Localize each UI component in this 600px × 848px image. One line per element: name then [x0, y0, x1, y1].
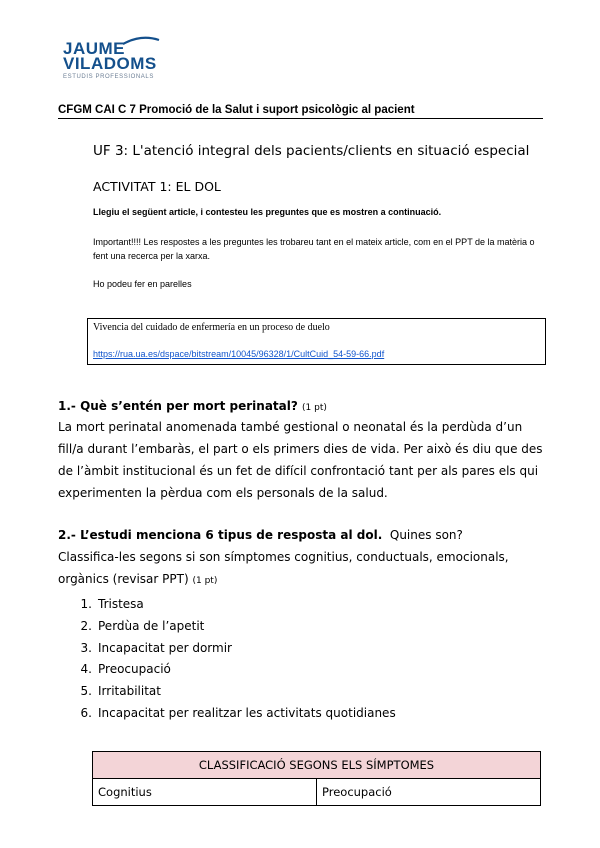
response-list [70, 594, 396, 725]
reference-box [87, 318, 546, 365]
list-item-label: Incapacitat per realitzar les activitats quotidianes [98, 705, 396, 720]
list-item [70, 594, 396, 616]
logo-text-line2: VILADOMS [63, 54, 157, 73]
question-2-subtitle: Quines son? [382, 528, 463, 542]
list-item [70, 681, 396, 703]
list-item-label: Perdùa de l’apetit [98, 618, 205, 633]
list-item [70, 703, 396, 725]
list-item [70, 616, 396, 638]
activity-title: ACTIVITAT 1: EL DOL [93, 179, 221, 194]
table-cell-symptom: Preocupació [317, 779, 541, 806]
list-item-label: Preocupació [98, 662, 171, 677]
list-item-number: 1. [80, 597, 92, 611]
pairs-note: Ho podeu fer en parelles [93, 279, 192, 289]
list-item-label: Tristesa [98, 597, 144, 611]
list-item [70, 638, 396, 660]
classification-table [92, 751, 541, 806]
logo-swoosh-icon [121, 36, 161, 46]
list-item-label: Incapacitat per dormir [98, 640, 232, 655]
reference-link[interactable]: https://rua.ua.es/dspace/bitstream/10045/96328/1/CultCuid_54-59-66.pdf [93, 349, 385, 359]
logo-text-line3: ESTUDIS PROFESSIONALS [63, 74, 154, 80]
question-2-text [58, 546, 548, 592]
question-1-points: (1 pt) [302, 403, 327, 413]
list-item-number: 6. [80, 705, 92, 720]
question-2-points: (1 pt) [192, 576, 218, 586]
question-1-answer: La mort perinatal anomenada també gestional o neonatal és la perdùda d’un fill/a durant l’embaràs, el part o els primers dies de vida. Per això és diu que des de l’àmbit institucional és un fet de difícil confrontació tant per als pares els qui experimenten la pèrdua com els personals de la salud. [58, 420, 543, 500]
important-note: Important!!!! Les respostes a les preguntes les trobareu tant en el mateix article, com en el PPT de la matèria o fent una recerca per la xarxa. [93, 237, 535, 261]
list-item-number: 5. [80, 684, 92, 699]
unit-title: UF 3: L'atenció integral dels pacients/clients en situació especial [93, 143, 530, 159]
question-2-label: 2.- L’estudi menciona 6 tipus de resposta al dol. [58, 528, 383, 542]
list-item-number: 4. [80, 662, 92, 677]
list-item-number: 3. [80, 640, 92, 655]
table-cell-category: Cognitius [93, 779, 317, 806]
table-header-row [93, 752, 541, 779]
question-1-label: 1.- Què s’entén per mort perinatal? [58, 399, 298, 413]
instruction-text: Llegiu el següent article, i contesteu les preguntes que es mostren a continuació. [93, 207, 442, 217]
list-item-label: Irritabilitat [98, 684, 161, 699]
table-header: CLASSIFICACIÓ SEGONS ELS SÍMPTOMES [93, 752, 541, 779]
list-item [70, 659, 396, 681]
course-header: CFGM CAI C 7 Promoció de la Salut i suport psicològic al pacient [58, 104, 415, 116]
header-divider [58, 118, 543, 119]
question-1-title [58, 399, 327, 413]
question-2-instructions: Classifica-les segons si son símptomes cognitius, conductuals, emocionals, orgànics (revisar PPT) [58, 550, 509, 586]
list-item-number: 2. [80, 618, 92, 633]
school-logo [63, 36, 173, 88]
question-2-title [58, 528, 463, 542]
logo-text-line1: JAUME [63, 39, 126, 58]
table-row [93, 779, 541, 806]
reference-title: Vivencia del cuidado de enfermería en un proceso de duelo [93, 322, 330, 333]
